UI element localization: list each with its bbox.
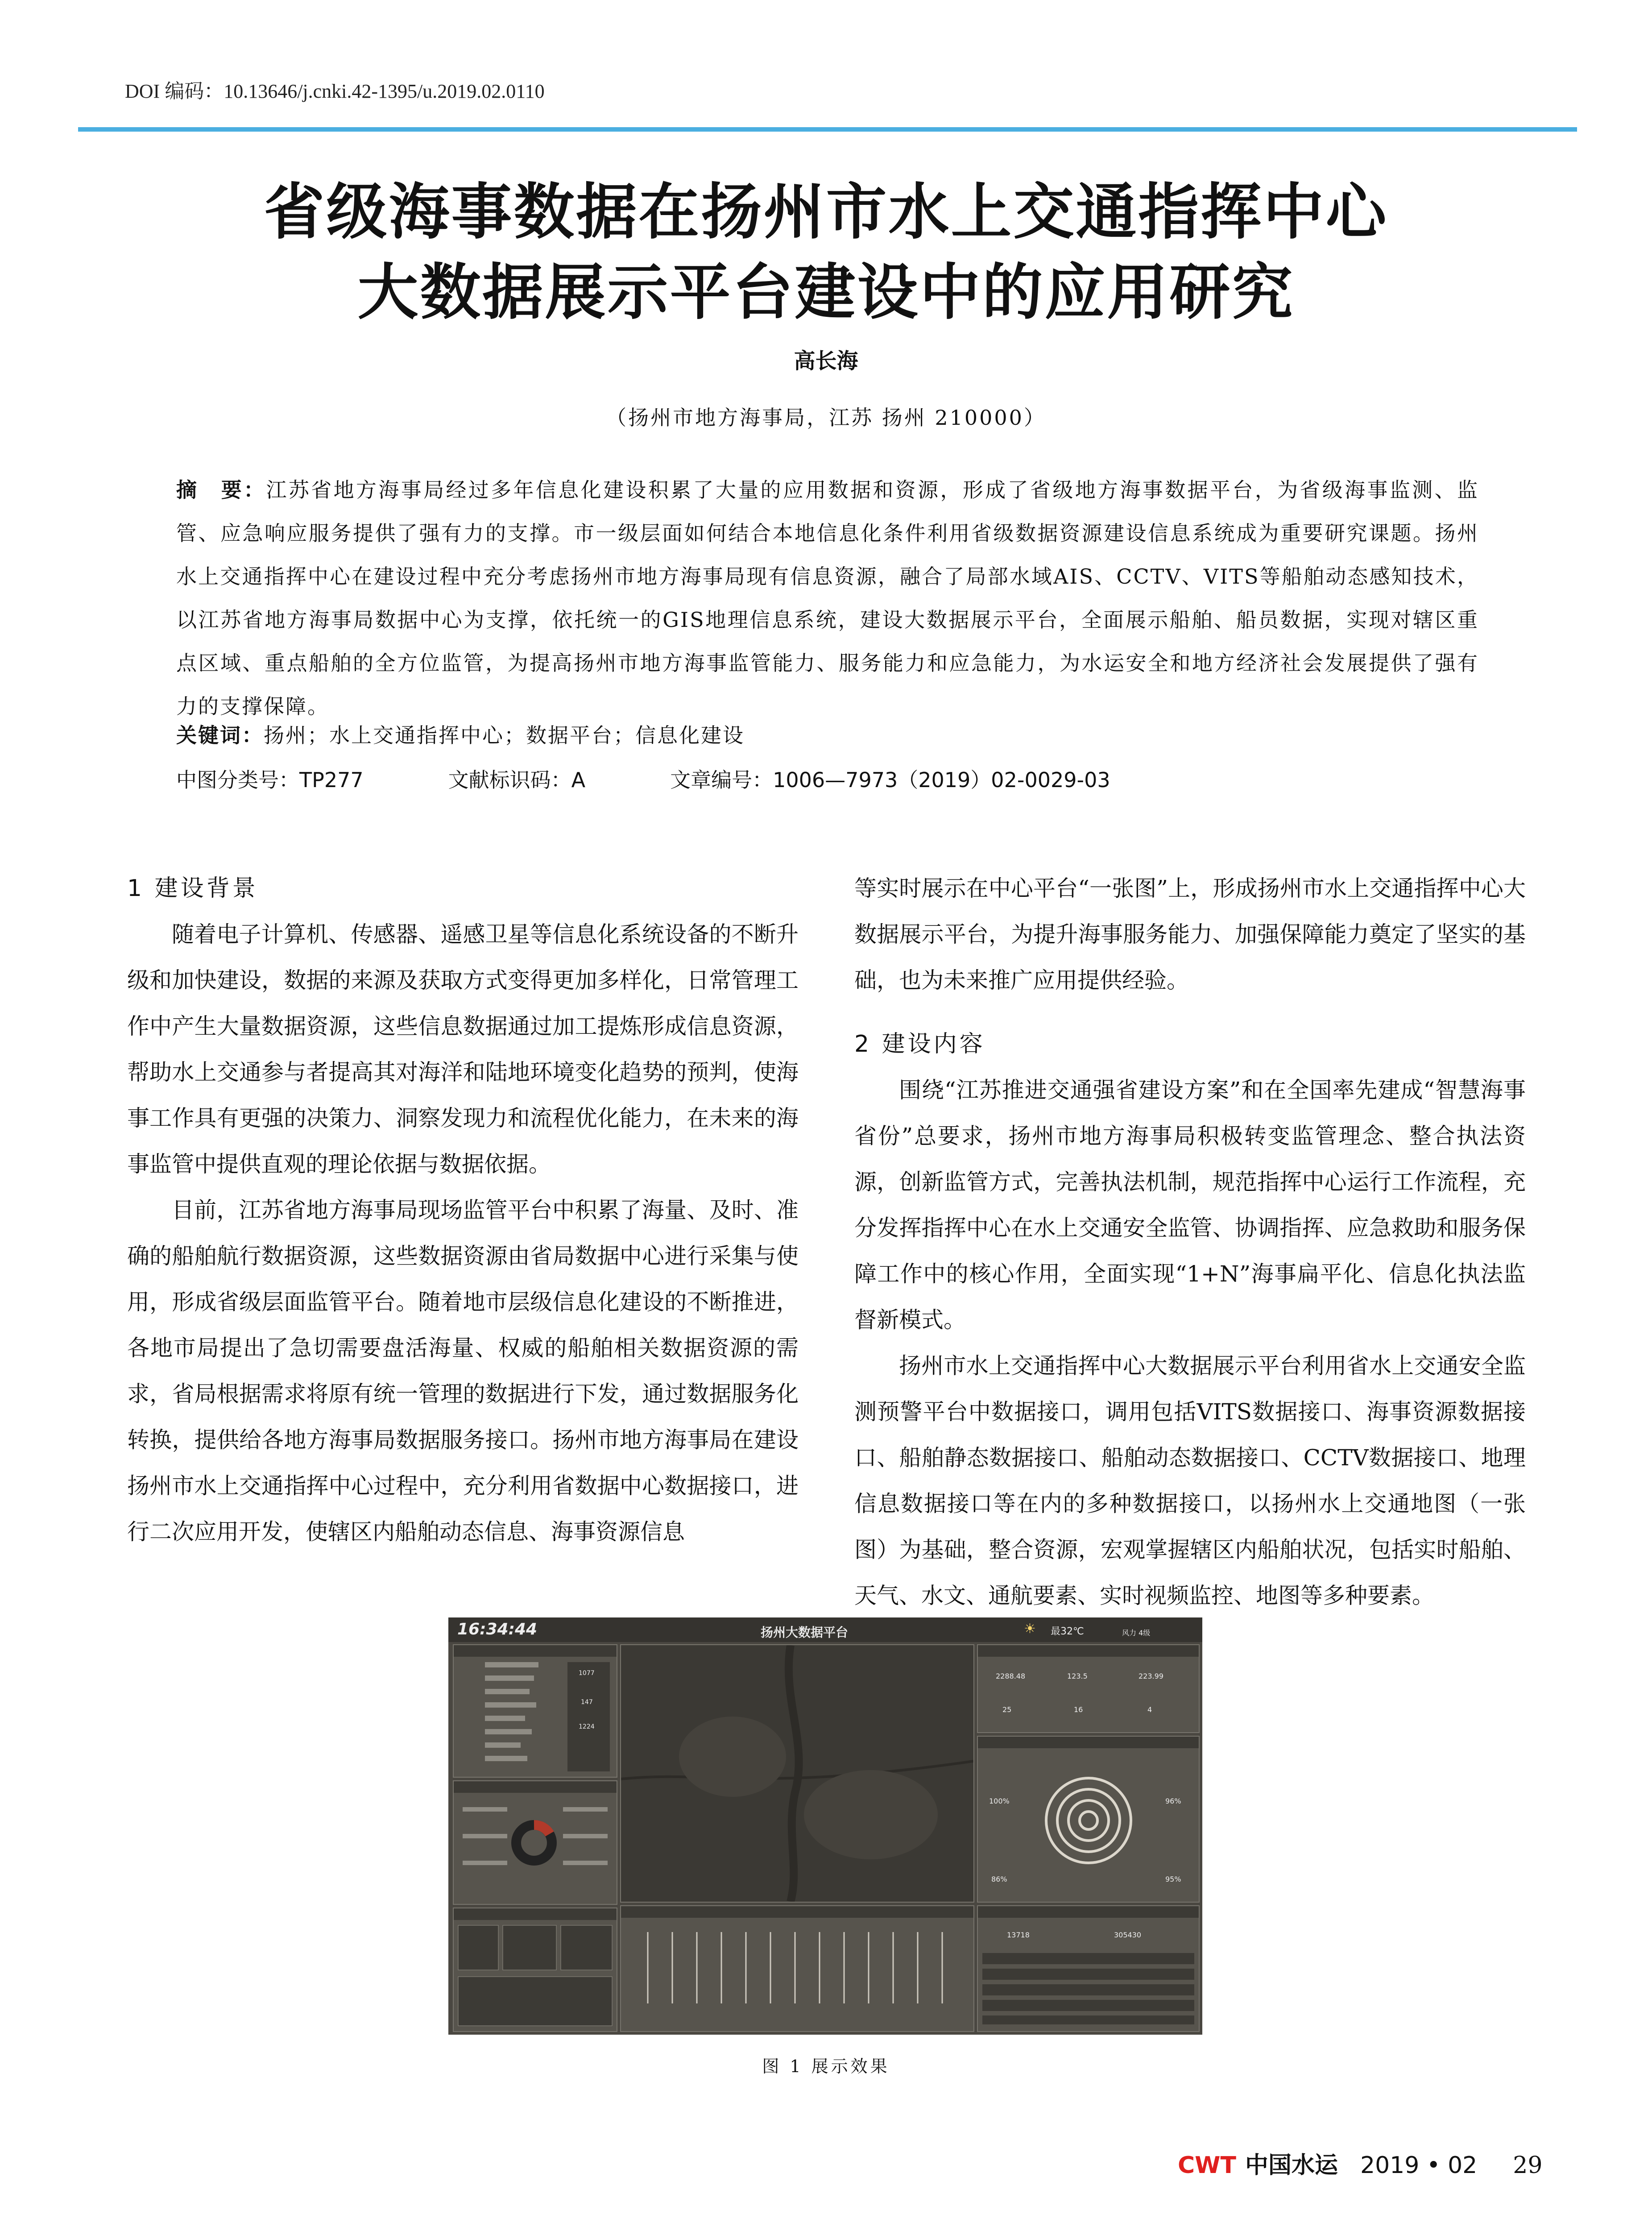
area-stats-panel [977,1644,1200,1733]
patrol-panel [453,1908,617,2032]
pct-3: 86% [991,1875,1007,1883]
map-panel [620,1644,974,1903]
footer-issue: 2019 • 02 [1360,2152,1478,2179]
count-2: 147 [581,1699,593,1706]
hydrology-gauges [621,1919,973,2030]
count-5: 305430 [1114,1931,1142,1939]
affiliation: （扬州市地方海事局，江苏 扬州 210000） [606,406,1046,430]
vessel-stats-title [454,1645,617,1657]
dashboard-title: 扬州大数据平台 [761,1625,849,1640]
author: 高长海 [794,348,858,373]
right-column [854,866,1526,1619]
area-stats-title [978,1645,1199,1657]
stat-2: 123.5 [1067,1672,1088,1680]
header-rule [78,127,1577,132]
patrol-grid [454,1921,617,2030]
section1-paragraph2-continued: 等实时展示在中心平台“一张图”上，形成扬州市水上交通指挥中心大数据展示平台，为提升海事服务能力、加强保障能力奠定了坚实的基础，也为未来推广应用提供经验。 [854,875,1526,993]
classification-line [176,764,1195,793]
count-1: 1077 [579,1670,595,1677]
stat-1: 2288.48 [996,1672,1026,1680]
vessel-stats-panel [453,1644,617,1778]
stat-4: 25 [1002,1705,1012,1714]
footer-brand: CWT [1178,2152,1236,2179]
ratio-panel [453,1780,617,1905]
clc-number: 中图分类号：TP277 [176,768,364,792]
pct-4: 95% [1165,1875,1181,1883]
dashboard-wind: 风力 4级 [1122,1629,1151,1637]
dashboard-temperature: 最32℃ [1051,1626,1084,1637]
doi-line: DOI 编码：10.13646/j.cnki.42-1395/u.2019.02.0110 [125,80,545,102]
ratio-panel-title [454,1781,617,1793]
page-footer [1178,2146,1542,2180]
pct-1: 100% [989,1797,1010,1805]
hydrology-panel [620,1905,974,2032]
section1-paragraph1: 随着电子计算机、传感器、遥感卫星等信息化系统设备的不断升级和加快建设，数据的来源及获取方式变得更加多样化，日常管理工作中产生大量数据资源，这些信息数据通过加工提炼形成信息资源，帮助水上交通参与者提高其对海洋和陆地环境变化趋势的预判，使海事工作具有更强的决策力、洞察发现力和流程优化能力，在未来的海事监管中提供直观的理论依据与数据依据。 [127,921,799,1177]
hydrology-panel-title [621,1906,973,1918]
stat-6: 4 [1147,1705,1152,1714]
footer-magazine: 中国水运 [1245,2152,1338,2179]
abstract [176,469,1479,728]
map-texture [621,1645,973,1902]
section1-paragraph2: 目前，江苏省地方海事局现场监管平台中积累了海量、及时、准确的船舶航行数据资源，这些数据资源由省局数据中心进行采集与使用，形成省级层面监管平台。随着地市层级信息化建设的不断推进，各地市局提出了急切需要盘活海量、权威的船舶相关数据资源的需求，省局根据需求将原有统一管理的数据进行下发，通过数据服务化转换，提供给各地方海事局数据服务接口。扬州市地方海事局在建设扬州市水上交通指挥中心过程中，充分利用省数据中心数据接口，进行二次应用开发，使辖区内船舶动态信息、海事资源信息 [127,1197,799,1545]
records-list [978,1951,1199,2027]
count-3: 1224 [579,1723,595,1730]
section1-heading: 1 建设背景 [127,875,258,902]
sun-icon: ☀ [1024,1621,1036,1637]
page-number: 29 [1513,2152,1543,2179]
count-4: 13718 [1007,1931,1030,1939]
section2-heading: 2 建设内容 [854,1031,985,1057]
records-panel-title [978,1906,1199,1918]
left-column [127,866,799,1555]
ratio-donut [454,1794,617,1903]
section2-paragraph1: 围绕“江苏推进交通强省建设方案”和在全国率先建成“智慧海事省份”总要求，扬州市地方海事局积极转变监管理念、整合执法资源，创新监管方式，完善执法机制，规范指挥中心运行工作流程，充分发挥指挥中心在水上交通安全监管、协调指挥、应急救助和服务保障工作中的核心作用，全面实现“1+N”海事扁平化、信息化执法监督新模式。 [854,1077,1526,1333]
paper-title-line2: 大数据展示平台建设中的应用研究 [357,257,1295,328]
stat-3: 223.99 [1139,1672,1163,1680]
document-code: 文献标识码：A [448,768,586,792]
section2-paragraph2: 扬州市水上交通指挥中心大数据展示平台利用省水上交通安全监测预警平台中数据接口，调用包括VITS数据接口、海事资源数据接口、船舶静态数据接口、船舶动态数据接口、CCTV数据接口、地理信息数据接口等在内的多种数据接口，以扬州水上交通地图（一张图）为基础，整合资源，宏观掌握辖区内船舶状况，包括实时船舶、天气、水文、通航要素、实时视频监控、地图等多种要素。 [854,1353,1526,1609]
paper-title-line1: 省级海事数据在扬州市水上交通指挥中心 [264,176,1388,248]
records-panel [977,1905,1200,2032]
dashboard-screenshot-figure [448,1617,1202,2035]
keywords-text: 扬州；水上交通指挥中心；数据平台；信息化建设 [264,723,745,747]
patrol-panel-title [454,1908,617,1920]
abstract-label: 摘 要： [176,478,266,502]
pct-2: 96% [1165,1797,1181,1805]
dashboard-clock: 16:34:44 [457,1620,538,1638]
radar-panel [977,1736,1200,1903]
stat-5: 16 [1074,1705,1083,1714]
radar-panel-title [978,1737,1199,1748]
figure-caption: 图 1 展示效果 [762,2057,890,2076]
keywords [176,719,745,749]
abstract-text: 江苏省地方海事局经过多年信息化建设积累了大量的应用数据和资源，形成了省级地方海事数据平台，为省级海事监测、监管、应急响应服务提供了强有力的支撑。市一级层面如何结合本地信息化条件利用省级数据资源建设信息系统成为重要研究课题。扬州水上交通指挥中心在建设过程中充分考虑扬州市地方海事局现有信息资源，融合了局部水域AIS、CCTV、VITS等船舶动态感知技术，以江苏省地方海事局数据中心为支撑，依托统一的GIS地理信息系统，建设大数据展示平台，全面展示船舶、船员数据，实现对辖区重点区域、重点船舶的全方位监管，为提高扬州市地方海事监管能力、服务能力和应急能力，为水运安全和地方经济社会发展提供了强有力的支撑保障。 [176,478,1479,718]
article-number: 文章编号：1006—7973（2019）02-0029-03 [670,768,1110,792]
keywords-label: 关键词： [176,723,264,747]
